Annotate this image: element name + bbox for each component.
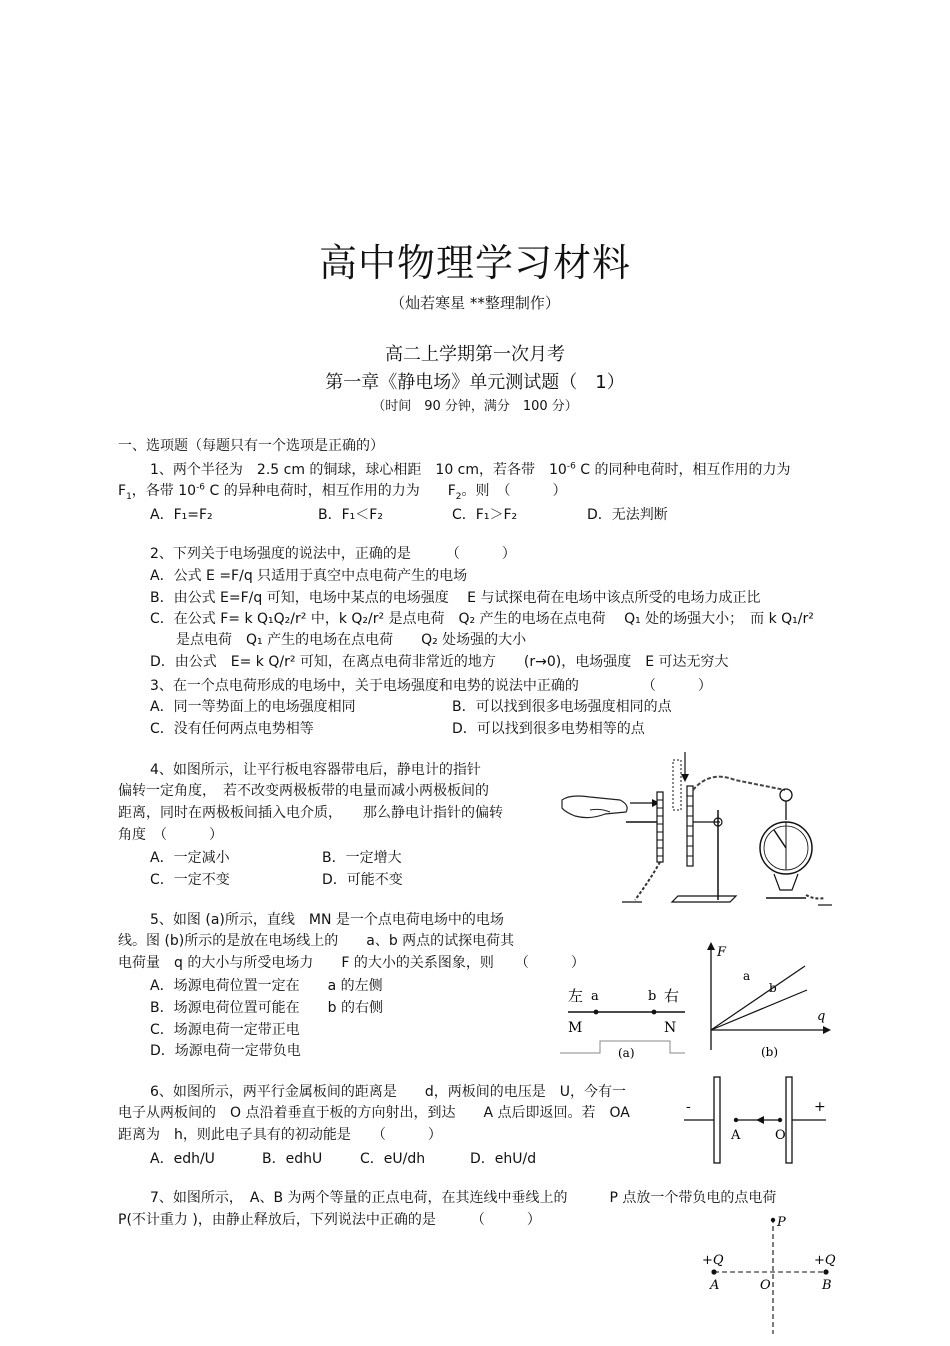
q6-line1: 6、如图所示，两平行金属板间的距离是 d，两板间的电压是 U，今有一: [150, 1084, 627, 1100]
label-a: a: [591, 989, 599, 1004]
q5-option-a: A．场源电荷位置一定在 a 的左侧: [150, 978, 383, 994]
point-o: [778, 1118, 782, 1122]
q1-option-c: C．F₁＞F₂: [452, 507, 518, 523]
point-p: [771, 1218, 775, 1222]
minus-sign: -: [686, 1099, 691, 1115]
q4-line1: 4、如图所示，让平行板电容器带电后，静电计的指针: [150, 762, 481, 778]
q2-stem: 2、下列关于电场强度的说法中，正确的是 （ ）: [150, 546, 516, 562]
charge-a: [711, 1269, 716, 1274]
q5-option-b: B．场源电荷位置可能在 b 的右侧: [150, 1000, 383, 1016]
chapter-title: 第一章《静电场》单元测试题（ 1）: [325, 372, 625, 393]
label-o: O: [775, 1128, 786, 1143]
label-m: M: [568, 1020, 583, 1036]
q3-option-c: C．没有任何两点电势相等: [150, 721, 314, 737]
q7-line1: 7、如图所示， A、B 为两个等量的正点电荷，在其连线中垂线上的 P 点放一个带负电的点电荷: [150, 1190, 777, 1206]
q2-option-d: D．由公式 E= k Q/r² 可知，在离点电荷非常近的地方 (r→0)，电场强度 E 可达无穷大: [150, 654, 729, 670]
point-a: [594, 1010, 599, 1015]
fq-graph-figure-b: [695, 940, 835, 1065]
negative-plate: [714, 1077, 720, 1163]
q3-option-b: B．可以找到很多电场强度相同的点: [452, 699, 672, 715]
q4-line2: 偏转一定角度， 若不改变两极板带的电量而减小两极板间的: [118, 783, 489, 799]
point-a: [734, 1118, 738, 1122]
q5-option-d: D．场源电荷一定带负电: [150, 1043, 301, 1059]
line-b: [711, 990, 807, 1030]
q6-option-d: D．ehU/d: [470, 1151, 537, 1167]
q5-option-c: C．场源电荷一定带正电: [150, 1022, 300, 1038]
q6-line3: 距离为 h，则此电子具有的初动能是 （ ）: [118, 1127, 442, 1143]
caption-a: (a): [618, 1046, 635, 1060]
q3-option-a: A．同一等势面上的电场强度相同: [150, 699, 356, 715]
q5-line3: 电荷量 q 的大小与所受电场力 F 的大小的关系图象，则 （ ）: [118, 955, 585, 971]
section-heading: 一、选项题（每题只有一个选项是正确的）: [118, 438, 384, 454]
graph-label-b: b: [769, 981, 777, 995]
q2-option-c-line2: 是点电荷 Q₁ 产生的电场在点电荷 Q₂ 处场强的大小: [176, 632, 527, 648]
q3-option-d: D．可以找到很多电势相等的点: [452, 721, 645, 737]
label-a: A: [731, 1128, 741, 1143]
two-charges-figure: [700, 1212, 845, 1337]
q2-option-c-line1: C．在公式 F= k Q₁Q₂/r² 中，k Q₂/r² 是点电荷 Q₂ 产生的电场在点电荷 Q₁ 处的场强大小； 而 k Q₁/r²: [150, 611, 814, 627]
axis-f: F: [717, 945, 727, 960]
q4-option-d: D．可能不变: [322, 872, 403, 888]
parallel-plates-figure: [680, 1075, 830, 1167]
plus-sign: +: [814, 1099, 826, 1115]
label-left: 左: [568, 987, 584, 1005]
q2-option-a: A．公式 E =F/q 只适用于真空中点电荷产生的电场: [150, 568, 468, 584]
point-b: [652, 1010, 657, 1015]
axis-q: q: [817, 1009, 826, 1024]
label-p: P: [777, 1215, 786, 1230]
q5-line2: 线。图 (b)所示的是放在电场线上的 a、b 两点的试探电荷其: [118, 933, 515, 949]
page-title: 高中物理学习材料: [318, 241, 631, 285]
q3-stem: 3、在一个点电荷形成的电场中，关于电场强度和电势的说法中正确的 （ ）: [150, 678, 712, 694]
caption-b: (b): [761, 1045, 779, 1059]
q5-line1: 5、如图 (a)所示，直线 MN 是一个点电荷电场中的电场: [150, 912, 504, 928]
q6-option-c: C．eU/dh: [360, 1151, 426, 1167]
q1-line1: 1、两个半径为 2.5 cm 的铜球，球心相距 10 cm，若各带 $10^{-6}$ C 的同种电荷时，相互作用的力为: [150, 461, 791, 478]
label-a: A: [710, 1278, 720, 1293]
q1-option-d: D．无法判断: [587, 507, 668, 523]
q1-option-b: B．F₁＜F₂: [318, 507, 383, 523]
q1-line2: $F_1$，各带 $10^{-6}$ C 的异种电荷时，相互作用的力为 $F_2$。则 （ ）: [118, 482, 567, 502]
label-n: N: [664, 1020, 677, 1036]
q4-option-a: A．一定减小: [150, 850, 230, 866]
q1-option-a: A．F₁=F₂: [150, 507, 213, 523]
q7-line2: P(不计重力 )，由静止释放后，下列说法中正确的是 （ ）: [118, 1212, 541, 1228]
label-b: B: [822, 1278, 832, 1293]
q6-option-a: A．edh/U: [150, 1151, 215, 1167]
label-qa: +Q: [702, 1253, 724, 1268]
field-line-figure-a: [560, 975, 690, 1065]
time-note: （时间 90 分钟，满分 100 分）: [372, 399, 578, 414]
graph-label-a: a: [743, 969, 751, 983]
q6-line2: 电子从两板间的 O 点沿着垂直于板的方向射出，到达 A 点后即返回。若 OA: [118, 1105, 630, 1121]
line-a: [711, 966, 805, 1030]
q4-line4: 角度 （ ）: [118, 827, 223, 843]
label-o: O: [760, 1278, 771, 1293]
charge-b: [823, 1269, 828, 1274]
label-qb: +Q: [814, 1253, 836, 1268]
q4-option-c: C．一定不变: [150, 872, 230, 888]
electroscope-figure: [560, 750, 835, 915]
q4-line3: 距离，同时在两极板间插入电介质， 那么静电计指针的偏转: [118, 805, 503, 821]
exam-title: 高二上学期第一次月考: [385, 344, 565, 365]
label-b: b: [648, 989, 657, 1004]
label-right: 右: [664, 987, 680, 1005]
q4-option-b: B．一定增大: [322, 850, 402, 866]
q2-option-b: B．由公式 E=F/q 可知，电场中某点的电场强度 E 与试探电荷在电场中该点所受的电场力成正比: [150, 590, 761, 606]
positive-plate: [786, 1077, 792, 1163]
maker-note: （灿若寒星 **整理制作）: [390, 294, 560, 312]
q6-option-b: B．edhU: [262, 1151, 323, 1167]
